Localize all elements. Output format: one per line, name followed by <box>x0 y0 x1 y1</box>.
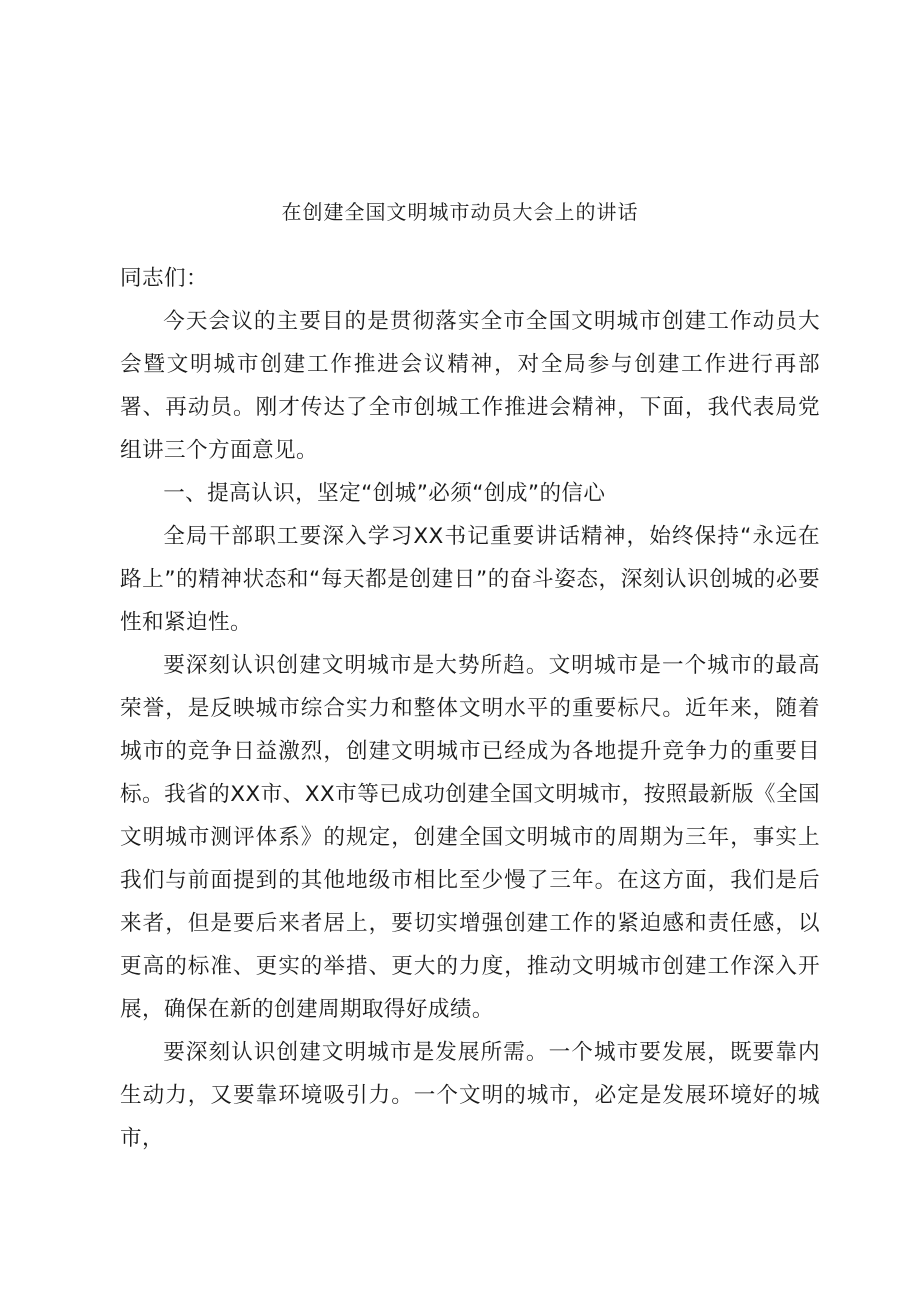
salutation: 同志们： <box>120 266 208 291</box>
document-title: 在创建全国文明城市动员大会上的讲话 <box>281 200 639 224</box>
document-body <box>120 257 820 1160</box>
section-heading-1: 一、提高认识，坚定“创城”必须“创成”的信心 <box>163 481 606 506</box>
paragraph-intro: 今天会议的主要目的是贯彻落实全市全国文明城市创建工作动员大会暨文明城市创建工作推进会议精神，对全局参与创建工作进行再部署、再动员。刚才传达了全市创城工作推进会精神，下面，我代表局党组讲三个方面意见。 <box>120 309 820 463</box>
paragraph-development: 要深刻认识创建文明城市是发展所需。一个城市要发展，既要靠内生动力，又要靠环境吸引力。一个文明的城市，必定是发展环境好的城市， <box>120 1040 820 1151</box>
paragraph-trend: 要深刻认识创建文明城市是大势所趋。文明城市是一个城市的最高荣誉，是反映城市综合实力和整体文明水平的重要标尺。近年来，随着城市的竞争日益激烈，创建文明城市已经成为各地提升竞争力的重要目标。我省的XX市、XX市等已成功创建全国文明城市，按照最新版《全国文明城市测评体系》的规定，创建全国文明城市的周期为三年，事实上我们与前面提到的其他地级市相比至少慢了三年。在这方面，我们是后来者，但是要后来者居上，要切实增强创建工作的紧迫感和责任感，以更高的标准、更实的举措、更大的力度，推动文明城市创建工作深入开展，确保在新的创建周期取得好成绩。 <box>120 653 820 1022</box>
paragraph-study: 全局干部职工要深入学习XX书记重要讲话精神，始终保持“永远在路上”的精神状态和“每天都是创建日”的奋斗姿态，深刻认识创城的必要性和紧迫性。 <box>120 524 820 635</box>
